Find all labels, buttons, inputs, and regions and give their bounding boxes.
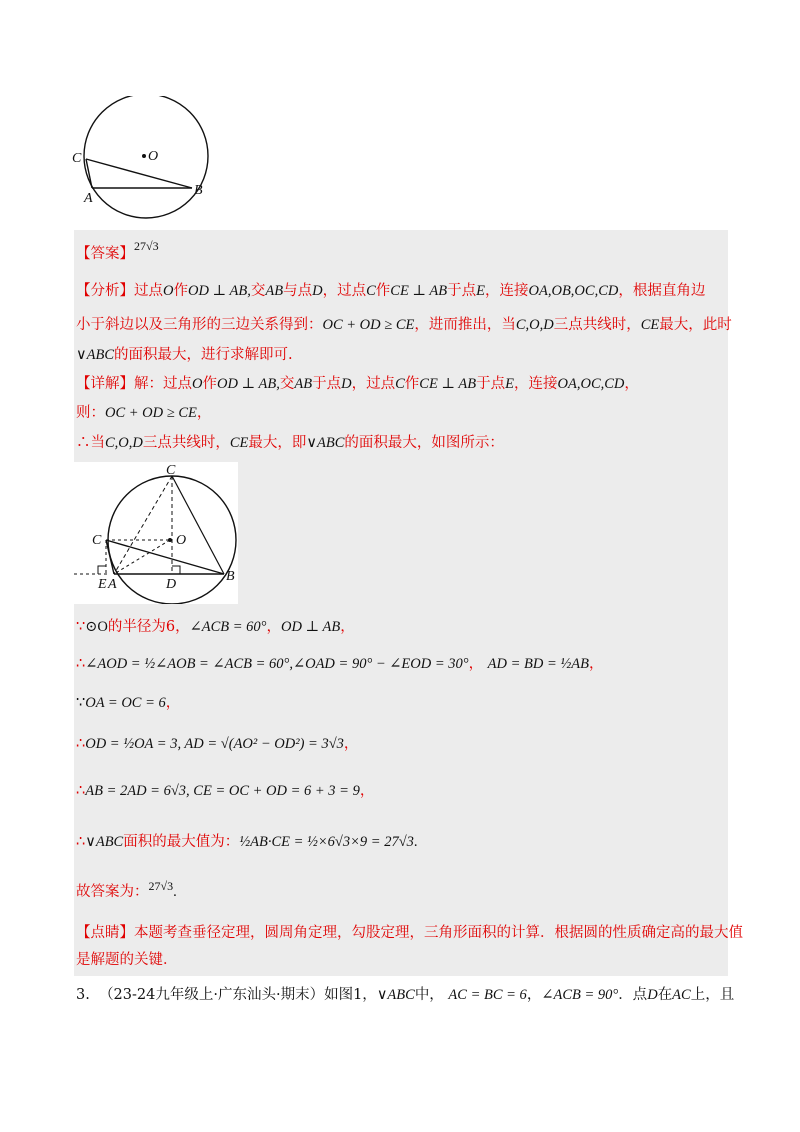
math: D [647,987,658,1003]
label-d: D [166,577,177,592]
answer-tag: 【答案】 [76,246,134,262]
analysis-tag: 【分析】 [76,283,134,299]
text: ， [266,619,281,635]
text: ∴当 [76,435,105,451]
math: ∨ABC [306,435,345,451]
math: ⊙O [85,619,108,635]
math: AB [294,376,313,392]
text: 的面积最大，如图所示： [344,435,504,451]
math: E [505,376,515,392]
text: ， [589,656,604,672]
text: 是解题的关键． [76,952,178,968]
label-o-2: O [176,533,187,548]
text: 过点 [134,283,163,299]
text: 本题考查垂径定理，圆周角定理，勾股定理，三角形面积的计算．根据圆的性质确定高的最大值 [134,925,743,941]
figure-circle-2 [74,462,238,604]
label-c: C [72,151,82,166]
math: AC [672,987,691,1003]
math: ∠ACB = 90° [541,987,619,1003]
math: CE ⊥ AB [390,283,448,299]
label-c-top: C [166,463,176,478]
detail-line-8 [76,781,374,801]
text: 最大，此时 [659,317,732,333]
text: ∵ [76,695,86,711]
math: AD = BD = ½AB [487,656,589,672]
detail-line-5 [76,654,604,674]
text: ， [359,783,375,799]
math: AB = 2AD = 6√3, CE = OC + OD = 6 + 3 = 9 [85,783,360,799]
math: OA,OB,OC,CD [528,283,619,299]
text: 作 [375,283,391,299]
math: ∨ABC [85,834,124,850]
text: ∴ [76,783,86,799]
detail-line-4 [76,617,355,637]
math: E [476,283,486,299]
math: 27√3 [148,879,174,893]
math: O [163,283,174,299]
text: ， [196,405,212,421]
label-b-2: B [226,569,235,584]
math: CE [640,317,660,333]
math: OD ⊥ AB, [216,376,280,392]
text: ，连接 [514,376,558,392]
comment-line-1 [76,923,743,943]
math: C,O,D [105,435,143,451]
text: 作 [404,376,420,392]
math: OD ⊥ AB [280,619,341,635]
text: 解：过点 [134,376,192,392]
math: ∠AOD = ½∠AOB = ∠ACB = 60°,∠OAD = 90° − ∠EOD = 30° [85,656,469,672]
text: （23-24九年级上·广东汕头·期末）如图1， [99,987,377,1003]
math: ∠ACB = 60° [189,619,267,635]
text: 交 [250,283,266,299]
math: D [341,376,352,392]
text: . [413,834,418,850]
text: ，连接 [485,283,529,299]
text: ， [526,987,542,1003]
text: 中， [414,987,444,1003]
text: ， [165,695,181,711]
math: OA,OC,CD [557,376,625,392]
text: ， [468,656,484,672]
text: ．点 [618,987,648,1003]
seg-ctop-b [172,476,224,574]
text: 小于斜边以及三角形的三边关系得到： [76,317,323,333]
text: ， [340,619,355,635]
detail-line-6 [76,693,180,713]
math: O [192,376,203,392]
text: ， [343,736,359,752]
detail-line-2 [76,403,211,423]
seg-ctop-a [114,476,172,574]
text: 作 [202,376,217,392]
math: OC + OD ≥ CE [322,317,415,333]
text: ，根据直角边 [618,283,706,299]
math: ½AB·CE = ½×6√3×9 = 27√3 [239,834,414,850]
text: 三点共线时， [142,435,230,451]
text: ， [624,376,639,392]
text: ，过点 [322,283,367,299]
math: CE [229,435,249,451]
detail-line-1 [76,374,639,394]
text: 作 [173,283,188,299]
answer-line [76,236,159,264]
math: OD = ½OA = 3, AD = √(AO² − OD²) = 3√3 [85,736,344,752]
text: ∴ [76,834,86,850]
text: 于点 [476,376,506,392]
detail-line-3 [76,433,504,453]
detail-line-9 [76,832,418,852]
label-a-2: A [108,577,117,592]
detail-line-7 [76,734,358,754]
text: 上，且 [690,987,735,1003]
text: ，过点 [351,376,396,392]
text: 于点 [447,283,477,299]
center-dot-2 [168,538,172,542]
comment-tag: 【点睛】 [76,925,134,941]
math: AC = BC = 6 [448,987,527,1003]
center-dot [142,154,146,158]
detail-line-10 [76,876,177,902]
math: ∨ABC [376,987,415,1003]
math: AB [265,283,284,299]
text: 最大，即 [248,435,307,451]
text: ∴ [76,736,86,752]
label-c-left: C [92,533,102,548]
analysis-line-1 [76,281,705,301]
label-b: B [194,183,203,198]
text: ∴ [76,656,86,672]
text: 三点共线时， [553,317,641,333]
analysis-line-2 [76,315,732,335]
seg-ca [106,540,114,574]
text: ∵ [76,619,86,635]
math: OA = OC = 6 [85,695,166,711]
text: 面积的最大值为： [123,834,240,850]
right-angle-d [172,566,180,574]
label-e: E [98,577,107,592]
chord-cb [86,159,192,188]
right-angle-e [98,566,106,574]
text: 的面积最大，进行求解即可. [114,347,293,363]
detail-tag: 【详解】 [76,376,134,392]
answer-value: 27√3 [134,239,159,253]
text: 交 [279,376,295,392]
comment-line-2 [76,950,178,970]
question-3 [76,985,734,1005]
text: 于点 [312,376,342,392]
text: 在 [657,987,673,1003]
label-a: A [84,191,93,206]
text: ，进而推出，当 [414,317,516,333]
label-o: O [148,149,159,164]
math: OC + OD ≥ CE [105,405,197,421]
math: OD ⊥ AB, [187,283,251,299]
text: 则： [76,405,105,421]
text: . [173,884,177,900]
circle-o [84,96,208,218]
math: CE ⊥ AB [419,376,477,392]
figure-circle-1 [68,96,218,222]
text: 的半径为6， [107,619,190,635]
analysis-line-3 [76,345,293,365]
text: 与点 [283,283,313,299]
math: C [395,376,405,392]
text: 故答案为： [76,884,149,900]
math: C [366,283,376,299]
question-number: 3. [76,987,90,1003]
math: D [312,283,323,299]
math: C,O,D [515,317,554,333]
math: ∨ABC [76,347,114,363]
